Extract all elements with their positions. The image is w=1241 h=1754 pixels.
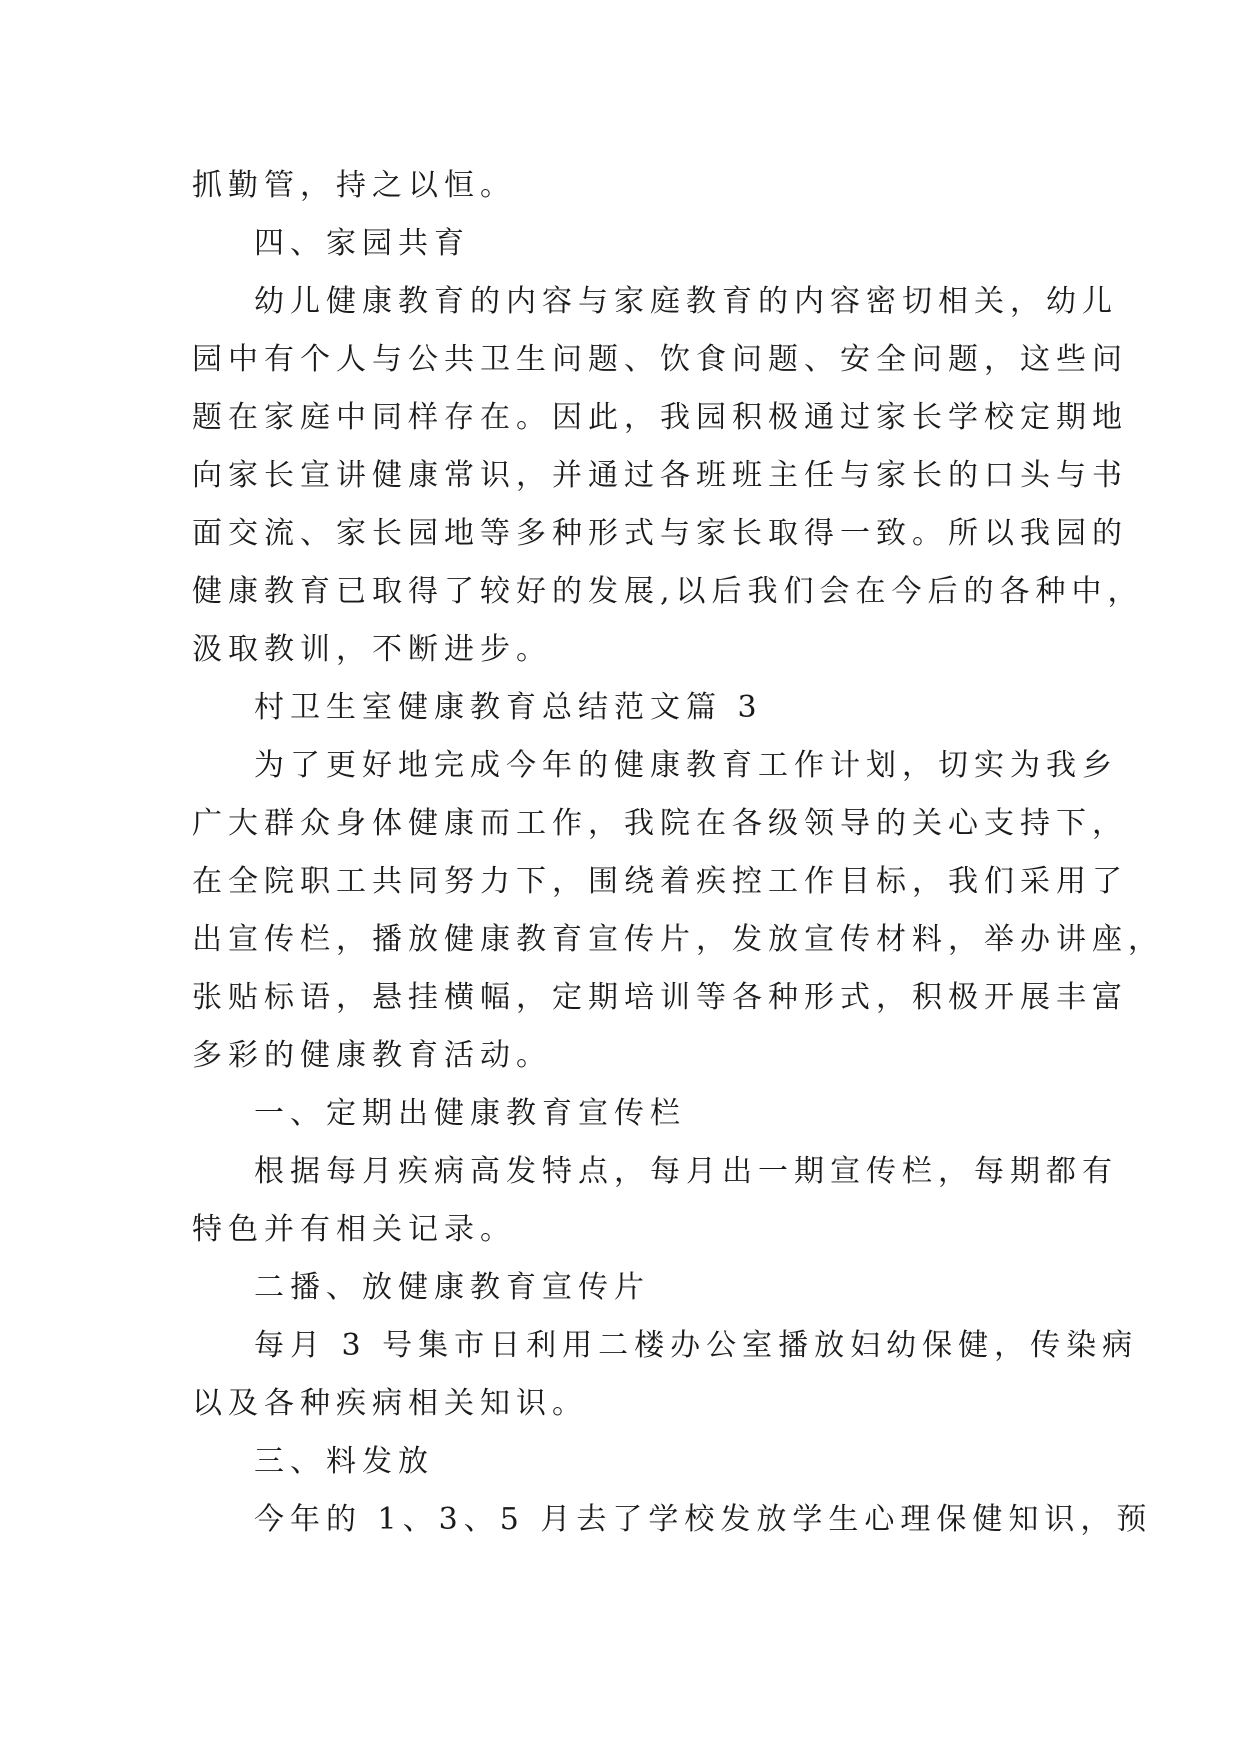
text-line: 出宣传栏，播放健康教育宣传片，发放宣传材料，举办讲座， xyxy=(192,922,1164,957)
text-line: 抓勤管，持之以恒。 xyxy=(192,168,516,203)
text-line: 以及各种疾病相关知识。 xyxy=(192,1386,588,1421)
text-line: 在全院职工共同努力下，围绕着疾控工作目标，我们采用了 xyxy=(192,864,1128,899)
section-heading: 一、定期出健康教育宣传栏 xyxy=(254,1096,686,1131)
text-line: 每月 3 号集市日利用二楼办公室播放妇幼保健，传染病 xyxy=(254,1328,1139,1363)
text-line: 园中有个人与公共卫生问题、饮食问题、安全问题，这些问 xyxy=(192,342,1128,377)
text-line: 广大群众身体健康而工作，我院在各级领导的关心支持下， xyxy=(192,806,1128,841)
text-line: 张贴标语，悬挂横幅，定期培训等各种形式，积极开展丰富 xyxy=(192,980,1128,1015)
text-line: 健康教育已取得了较好的发展,以后我们会在今后的各种中， xyxy=(192,574,1144,609)
text-line: 汲取教训，不断进步。 xyxy=(192,632,552,667)
section-heading: 二播、放健康教育宣传片 xyxy=(254,1270,650,1305)
text-line: 特色并有相关记录。 xyxy=(192,1212,516,1247)
text-line: 向家长宣讲健康常识，并通过各班班主任与家长的口头与书 xyxy=(192,458,1128,493)
text-line: 题在家庭中同样存在。因此，我园积极通过家长学校定期地 xyxy=(192,400,1128,435)
text-line: 为了更好地完成今年的健康教育工作计划，切实为我乡 xyxy=(254,748,1118,783)
section-heading: 四、家园共育 xyxy=(254,226,470,261)
text-line: 根据每月疾病高发特点，每月出一期宣传栏，每期都有 xyxy=(254,1154,1118,1189)
text-line: 面交流、家长园地等多种形式与家长取得一致。所以我园的 xyxy=(192,516,1128,551)
article-title: 村卫生室健康教育总结范文篇 3 xyxy=(254,690,763,725)
section-heading: 三、料发放 xyxy=(254,1444,434,1479)
text-line: 今年的 1、3、5 月去了学校发放学生心理保健知识，预 xyxy=(254,1502,1153,1537)
text-line: 多彩的健康教育活动。 xyxy=(192,1038,552,1073)
text-line: 幼儿健康教育的内容与家庭教育的内容密切相关，幼儿 xyxy=(254,284,1118,319)
